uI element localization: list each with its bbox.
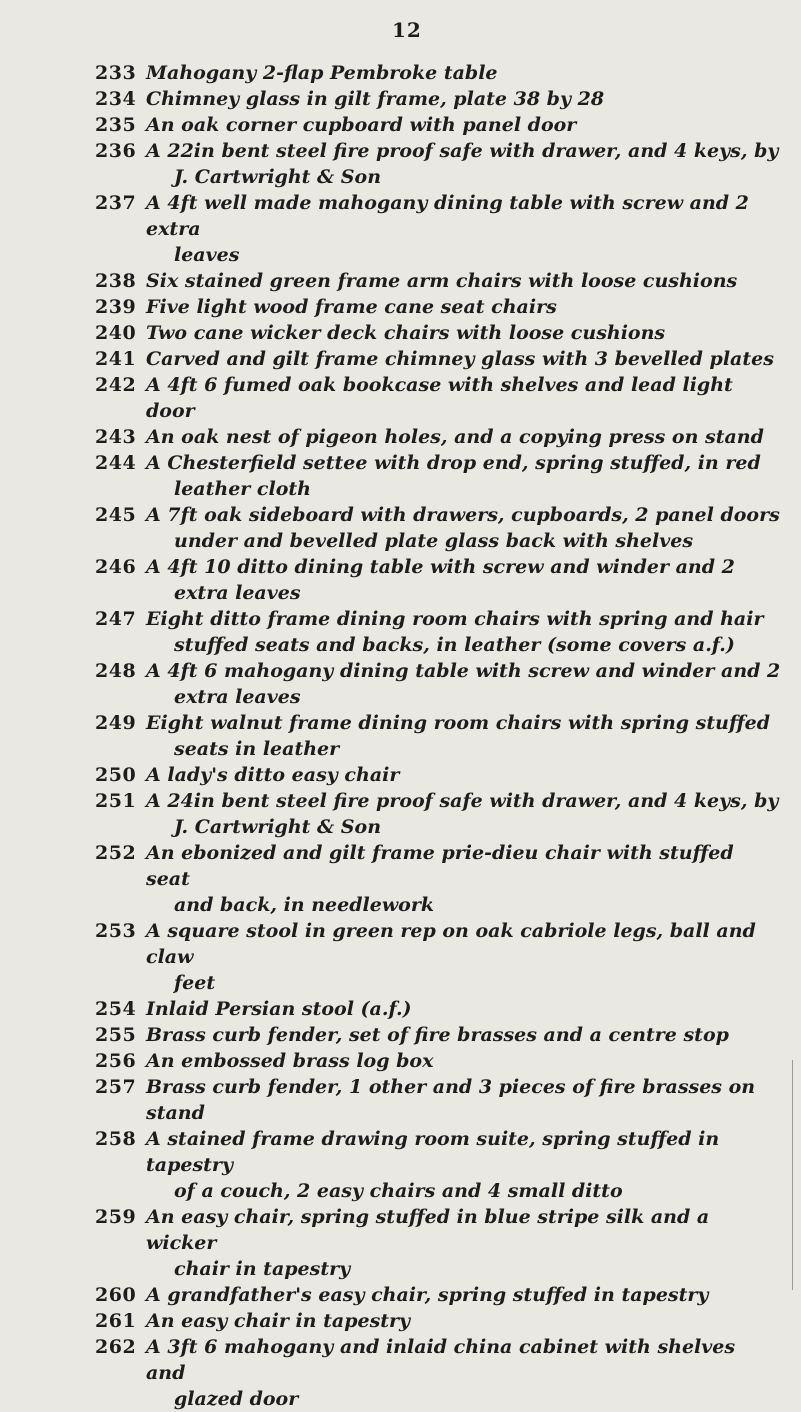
lot-number: 239 [95, 296, 137, 318]
lot-entry [0, 788, 801, 840]
lot-number: 251 [95, 790, 137, 812]
page-number: 12 [392, 18, 422, 42]
lot-description [126, 60, 781, 86]
lot-number: 245 [95, 504, 137, 526]
description-continuation: feet [174, 972, 216, 994]
description-line: Brass curb fender, set of fire brasses and a centre stop [146, 1024, 729, 1046]
lot-number: 242 [95, 374, 137, 396]
lot-entry [0, 112, 801, 138]
lot-number: 249 [95, 712, 137, 734]
lot-number: 241 [95, 348, 137, 370]
description-line: A 4ft 6 fumed oak bookcase with shelves and lead light door [146, 374, 733, 422]
lot-description [126, 762, 781, 788]
lot-description [126, 918, 781, 996]
lot-entry [0, 86, 801, 112]
lot-entry [0, 996, 801, 1022]
description-line: A 4ft 10 ditto dining table with screw and winder and 2 [146, 556, 735, 578]
description-line: A stained frame drawing room suite, spring stuffed in tapestry [146, 1128, 720, 1176]
description-line: A 7ft oak sideboard with drawers, cupboards, 2 panel doors [146, 504, 780, 526]
lot-entry [0, 320, 801, 346]
lot-entry [0, 424, 801, 450]
lot-entry [0, 372, 801, 424]
lot-number: 234 [95, 88, 137, 110]
lot-number: 259 [95, 1206, 137, 1228]
description-line: Five light wood frame cane seat chairs [146, 296, 557, 318]
description-continuation: glazed door [174, 1388, 299, 1410]
lot-number: 248 [95, 660, 137, 682]
lot-number: 235 [95, 114, 137, 136]
lot-entry [0, 294, 801, 320]
lot-number: 233 [95, 62, 137, 84]
description-line: An easy chair, spring stuffed in blue stripe silk and a wicker [146, 1206, 710, 1254]
lot-number: 257 [95, 1076, 137, 1098]
lot-number: 243 [95, 426, 137, 448]
description-line: Mahogany 2-flap Pembroke table [146, 62, 498, 84]
lot-entry [0, 502, 801, 554]
lot-entry [0, 606, 801, 658]
lot-entry [0, 60, 801, 86]
description-line: A 4ft 6 mahogany dining table with screw and winder and 2 [146, 660, 781, 682]
lot-entry [0, 1022, 801, 1048]
lot-description [126, 112, 781, 138]
description-continuation: stuffed seats and backs, in leather (some covers a.f.) [174, 634, 735, 656]
lot-number: 252 [95, 842, 137, 864]
description-line: A Chesterfield settee with drop end, spring stuffed, in red [146, 452, 761, 474]
lot-entry [0, 1334, 801, 1412]
lot-entry [0, 710, 801, 762]
description-line: Brass curb fender, 1 other and 3 pieces of fire brasses on stand [146, 1076, 756, 1124]
lot-entry [0, 346, 801, 372]
lot-description [126, 840, 781, 918]
description-line: An embossed brass log box [146, 1050, 434, 1072]
lot-entry [0, 190, 801, 268]
lot-description [126, 320, 781, 346]
page-edge-rule [792, 1060, 793, 1290]
lot-number: 260 [95, 1284, 137, 1306]
lot-number: 255 [95, 1024, 137, 1046]
lot-number: 261 [95, 1310, 137, 1332]
description-line: Six stained green frame arm chairs with loose cushions [146, 270, 738, 292]
description-continuation: J. Cartwright & Son [174, 816, 382, 838]
description-continuation: extra leaves [174, 686, 301, 708]
lot-description [126, 294, 781, 320]
lot-description [126, 346, 781, 372]
lot-description [126, 1204, 781, 1282]
lot-number: 258 [95, 1128, 137, 1150]
lot-number: 262 [95, 1336, 137, 1358]
description-continuation: J. Cartwright & Son [174, 166, 382, 188]
lot-entry [0, 762, 801, 788]
lot-description [126, 190, 781, 268]
lot-entry [0, 918, 801, 996]
lot-entry [0, 1048, 801, 1074]
lot-entry [0, 658, 801, 710]
description-line: Chimney glass in gilt frame, plate 38 by 28 [146, 88, 605, 110]
description-line: An oak nest of pigeon holes, and a copying press on stand [146, 426, 764, 448]
lot-description [126, 1074, 781, 1126]
lot-description [126, 1048, 781, 1074]
lot-description [126, 1308, 781, 1334]
description-line: A 3ft 6 mahogany and inlaid china cabinet with shelves and [146, 1336, 736, 1384]
description-continuation: leather cloth [174, 478, 311, 500]
lot-description [126, 372, 781, 424]
lot-entry [0, 1074, 801, 1126]
description-line: Carved and gilt frame chimney glass with 3 bevelled plates [146, 348, 774, 370]
lot-number: 253 [95, 920, 137, 942]
description-line: An easy chair in tapestry [146, 1310, 411, 1332]
lot-entry [0, 138, 801, 190]
description-line: A grandfather's easy chair, spring stuffed in tapestry [146, 1284, 709, 1306]
lot-description [126, 86, 781, 112]
lot-list [0, 60, 801, 1412]
lot-entry [0, 840, 801, 918]
lot-entry [0, 268, 801, 294]
description-line: Eight walnut frame dining room chairs with spring stuffed [146, 712, 771, 734]
lot-description [126, 710, 781, 762]
description-line: A 24in bent steel fire proof safe with drawer, and 4 keys, by [146, 790, 779, 812]
lot-number: 238 [95, 270, 137, 292]
lot-number: 256 [95, 1050, 137, 1072]
description-continuation: under and bevelled plate glass back with shelves [174, 530, 694, 552]
lot-entry [0, 1308, 801, 1334]
lot-entry [0, 450, 801, 502]
lot-number: 237 [95, 192, 137, 214]
lot-description [126, 658, 781, 710]
lot-entry [0, 554, 801, 606]
lot-number: 254 [95, 998, 137, 1020]
description-continuation: leaves [174, 244, 240, 266]
lot-number: 244 [95, 452, 137, 474]
description-line: Two cane wicker deck chairs with loose cushions [146, 322, 666, 344]
lot-description [126, 1022, 781, 1048]
lot-entry [0, 1204, 801, 1282]
lot-description [126, 1334, 781, 1412]
description-line: A square stool in green rep on oak cabriole legs, ball and claw [146, 920, 756, 968]
description-line: An oak corner cupboard with panel door [146, 114, 577, 136]
lot-description [126, 138, 781, 190]
lot-number: 247 [95, 608, 137, 630]
description-continuation: chair in tapestry [174, 1258, 351, 1280]
description-continuation: of a couch, 2 easy chairs and 4 small ditto [174, 1180, 623, 1202]
description-continuation: extra leaves [174, 582, 301, 604]
description-line: Eight ditto frame dining room chairs with spring and hair [146, 608, 764, 630]
lot-description [126, 502, 781, 554]
lot-description [126, 606, 781, 658]
lot-entry [0, 1126, 801, 1204]
lot-description [126, 268, 781, 294]
lot-number: 236 [95, 140, 137, 162]
lot-description [126, 1282, 781, 1308]
lot-description [126, 554, 781, 606]
description-line: A 22in bent steel fire proof safe with drawer, and 4 keys, by [146, 140, 779, 162]
lot-description [126, 450, 781, 502]
description-continuation: and back, in needlework [174, 894, 435, 916]
description-line: A lady's ditto easy chair [146, 764, 400, 786]
description-line: An ebonized and gilt frame prie-dieu chair with stuffed seat [146, 842, 734, 890]
lot-number: 246 [95, 556, 137, 578]
lot-entry [0, 1282, 801, 1308]
description-continuation: seats in leather [174, 738, 340, 760]
description-line: Inlaid Persian stool (a.f.) [146, 998, 412, 1020]
lot-description [126, 788, 781, 840]
lot-number: 240 [95, 322, 137, 344]
lot-description [126, 996, 781, 1022]
lot-description [126, 424, 781, 450]
description-line: A 4ft well made mahogany dining table with screw and 2 extra [146, 192, 749, 240]
lot-number: 250 [95, 764, 137, 786]
lot-description [126, 1126, 781, 1204]
